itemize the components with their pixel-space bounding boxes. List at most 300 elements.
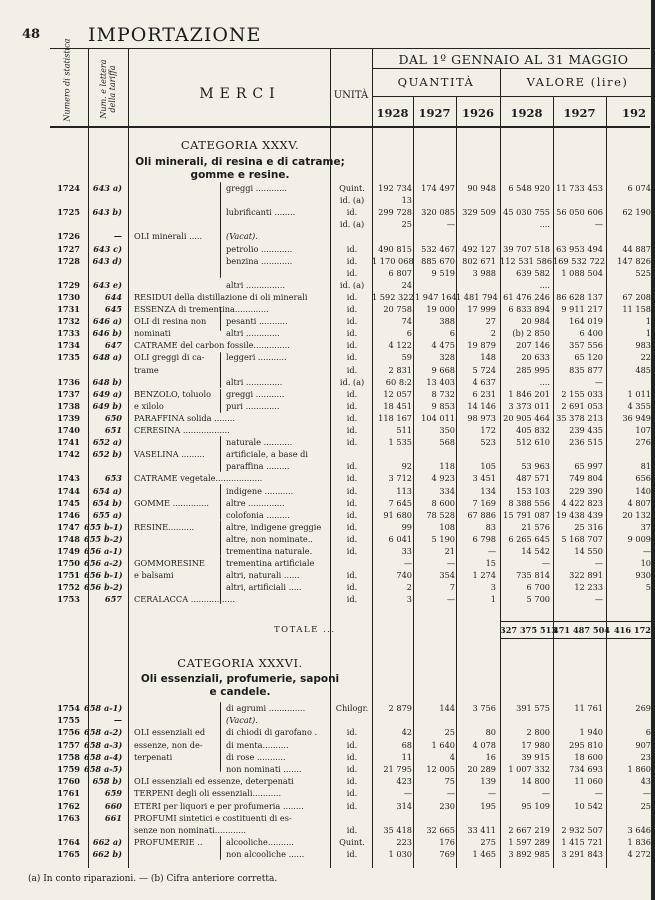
cell-v26: 25 [640,800,651,811]
cell-v26: 11 158 [622,304,651,314]
cell-q28: 7 645 [388,497,412,508]
cell-num: 1751 [57,570,80,581]
table-row [0,448,655,460]
cell-q26: 80 [485,727,496,738]
cell-q26: 20 289 [467,764,496,774]
total-rule [500,638,651,639]
cell-q28: 21 795 [383,764,412,774]
cell-num: 1725 [57,207,80,218]
cell-v27: 25 316 [574,521,603,532]
cell-tar: 643 e) [92,279,122,290]
table-row [0,460,655,472]
cell-grp: trame [134,364,159,375]
cell-v28: 6 548 920 [508,183,550,193]
table-row [0,812,655,824]
cell-v26: 36 949 [622,412,651,423]
cell-desc: altri ............. [226,328,280,339]
cell-num: 1732 [57,316,80,327]
cell-v27: 169 532 722 [553,255,606,266]
table-row [0,279,655,291]
cell-grp: CATRAME vegetale.................. [134,473,263,484]
cell-q27: — [446,594,455,605]
cell-q28: 314 [396,800,412,811]
cell-grp: GOMMORESINE [134,558,205,569]
cell-v26: 4 355 [627,400,651,411]
cell-q27: 320 085 [421,207,455,218]
cell-q26: 1 465 [472,849,496,860]
cell-desc: altri, artificiali ..... [226,582,302,593]
cell-q27: 230 [439,800,455,811]
cell-v27: 65 997 [574,461,603,472]
cell-q27: 144 [439,703,455,713]
cell-unit: Quint. [339,183,365,193]
cell-tar: 655 b-2) [84,533,123,544]
table-row [0,424,655,436]
cell-grp: OLI di resina non [134,316,207,327]
cell-tar: 654 b) [92,497,122,508]
cell-unit: id. [346,352,358,363]
cell-v28: 487 571 [516,473,550,484]
cell-q28: 2 879 [388,703,412,713]
cell-tar: 648 b) [92,376,122,387]
cell-q27: — [446,788,455,799]
cell-num: 1760 [57,776,80,787]
cell-tar: 652 a) [92,437,122,448]
cell-v26: 1 [645,316,651,327]
header-col-num: Numero di statistica [62,38,72,122]
cell-v27: 1 415 721 [561,837,603,848]
cell-unit: id. [346,497,358,508]
table-row [0,775,655,787]
cell-tar: 658 a-3) [84,739,123,750]
cell-num: 1733 [57,328,80,339]
cell-num: 1740 [57,425,80,435]
cell-q28: 18 451 [383,400,412,411]
table-row [0,726,655,738]
cell-v27: 5 168 707 [561,533,603,544]
header-unita: UNITÀ [333,90,369,101]
cell-q26: 523 [480,437,496,448]
cell-q27: 6 [449,328,455,339]
cell-num: 1759 [57,764,80,774]
cell-tar: 662 b) [92,849,122,860]
cell-v26: 44 887 [622,243,651,254]
cell-q28: 740 [396,570,412,581]
cell-desc: naturale ........... [226,437,293,448]
cell-q27: 334 [439,485,455,496]
cell-unit: id. [346,267,358,278]
cell-tar: 647 [104,340,122,351]
cell-q27: 108 [439,521,455,532]
cell-v27: 63 953 494 [556,243,603,254]
cell-grp: ETERI per liquori e per profumeria ........ [134,800,304,811]
cell-v27: 65 120 [574,352,603,363]
header-year: 1927 [563,106,596,120]
cell-q28: 1 170 068 [372,255,414,266]
cell-tar: 657 [104,594,122,605]
cell-tar: 644 [104,291,122,302]
cell-unit: id. [346,739,358,750]
cell-q26: 6 798 [472,533,496,544]
cell-v26: 269 [635,703,651,713]
cell-q28: 223 [396,837,412,848]
cell-q28: 3 [406,594,412,605]
cell-grp: senze non nominati............ [134,825,247,835]
cell-v27: 295 810 [569,739,603,750]
cell-grp: GOMME .............. [134,497,210,508]
page-title: IMPORTAZIONE [88,24,262,46]
cell-num: 1741 [57,437,80,448]
cell-desc: lubrificanti ........ [226,207,296,218]
cell-q26: 33 411 [467,825,496,835]
cell-v27: 86 628 137 [556,291,603,302]
cell-v27: 2 691 053 [561,400,603,411]
cell-q28: 68 [401,739,412,750]
cell-v26: 107 [635,425,651,435]
cell-v27: 749 804 [569,473,603,484]
total-row [0,624,655,636]
cell-grp: e balsami [134,570,174,581]
cell-v28: .... [539,219,550,230]
category-subtitle: gomme e resine. [190,169,290,181]
total-value-1927: 471 487 504 [553,625,610,635]
cell-v26: 983 [635,340,651,351]
cell-desc: altre, indigene greggie [226,521,322,532]
cell-desc: di chiodi di garofano . [226,727,318,738]
cell-q28: 92 [401,461,412,472]
cell-v28: 1 597 289 [508,837,550,848]
cell-v27: 229 390 [569,485,603,496]
cell-v28: .... [539,376,550,387]
cell-num: 1765 [57,849,80,860]
cell-desc: paraffina ......... [226,461,290,472]
cell-q27: 25 [444,727,455,738]
cell-num: 1756 [57,727,80,738]
cell-unit: id. [346,485,358,496]
cell-q26: 5 724 [472,364,496,375]
cell-q27: 4 [449,751,455,762]
cell-q26: 492 127 [462,243,496,254]
cell-q27: 4 475 [431,340,455,351]
cell-unit: id. [346,509,358,520]
total-label: TOTALE ... [274,625,336,635]
cell-q26: 148 [480,352,496,363]
cell-q26: 139 [480,776,496,787]
cell-tar: 646 b) [92,328,122,339]
cell-q28: 12 057 [383,388,412,399]
table-row [0,714,655,726]
cell-desc: (Vacat). [226,231,258,242]
table-row [0,206,655,218]
cell-tar: 650 [104,412,122,423]
cell-q27: — [446,219,455,230]
cell-v28: 6 700 [526,582,550,593]
cell-q26: 7 169 [472,497,496,508]
cell-num: 1764 [57,837,80,848]
cell-unit: id. [346,582,358,593]
cell-grp: e xilolo [134,400,164,411]
cell-tar: 643 d) [92,255,122,266]
cell-q27: 174 497 [421,183,455,193]
cell-q28: 59 [401,352,412,363]
cell-tar: 655 a) [92,509,122,520]
cell-num: 1724 [57,183,80,193]
cell-v26: 656 [635,473,651,484]
cell-q28: 1 535 [388,437,412,448]
cell-v28: 39 707 518 [503,243,550,254]
cell-q26: 83 [485,521,496,532]
cell-num: 1755 [57,715,80,726]
cell-unit: id. [346,425,358,435]
cell-v26: 37 [640,521,651,532]
table-row [0,739,655,751]
cell-tar: 660 [104,800,122,811]
cell-v26: 81 [640,461,651,472]
cell-v28: 285 995 [516,364,550,375]
cell-desc: pesanti ........... [226,316,288,327]
header-sub-rule [372,96,655,97]
cell-unit: id. [346,751,358,762]
cell-unit: id. [346,727,358,738]
cell-grp: RESIDUI della distillazione di oli minerali [134,291,308,302]
cell-v26: 1 860 [627,764,651,774]
cell-tar: 648 a) [92,352,122,363]
cell-v27: 236 515 [569,437,603,448]
cell-q27: 1 640 [431,739,455,750]
group-brace [220,702,221,772]
cell-grp: nominati [134,328,171,339]
cell-v26: 20 132 [622,509,651,520]
cell-q27: 19 000 [426,304,455,314]
cell-v27: 10 542 [574,800,603,811]
cell-tar: 658 a-4) [84,751,123,762]
header-year: 1928 [376,106,409,120]
table-row [0,763,655,775]
category-title: CATEGORIA XXXVI. [177,656,303,670]
cell-q28: 511 [396,425,412,435]
cell-v28: 512 610 [516,437,550,448]
cell-desc: di rose ........... [226,751,286,762]
cell-unit: id. [346,776,358,787]
cell-q28: 6 041 [388,533,412,544]
cell-v28: 95 109 [521,800,550,811]
cell-tar: 643 b) [92,207,122,218]
cell-tar: — [113,715,122,726]
cell-num: 1748 [57,533,80,544]
cell-v27: — [594,788,603,799]
cell-unit: id. [346,388,358,399]
cell-desc: altri ............... [226,279,285,290]
cell-num: 1750 [57,558,80,569]
cell-v28: 391 575 [516,703,550,713]
cell-grp: CERALACCA ................. [134,594,235,605]
cell-unit: id. [346,243,358,254]
cell-num: 1735 [57,352,80,363]
cell-num: 1736 [57,376,80,387]
cell-v26: 907 [635,739,651,750]
table-row [0,400,655,412]
cell-q28: 35 418 [383,825,412,835]
cell-tar: 662 a) [92,837,122,848]
cell-unit: id. [346,291,358,302]
cell-unit: id. (a) [339,376,365,387]
cell-v28: 2 800 [526,727,550,738]
cell-v26: 22 [640,352,651,363]
cell-tar: 656 a-1) [84,546,123,556]
cell-tar: 659 [104,788,122,799]
table-row [0,800,655,812]
group-brace [220,836,221,860]
cell-q28: 299 728 [378,207,412,218]
cell-num: 1737 [57,388,80,399]
table-row [0,436,655,448]
cell-num: 1763 [57,812,80,823]
cell-v28: 61 476 246 [503,291,550,302]
cell-q28: — [403,788,412,799]
cell-unit: Quint. [339,837,365,848]
cell-num: 1761 [57,788,80,799]
cell-desc: altre .............. [226,497,285,508]
cell-q28: 6 807 [388,267,412,278]
cell-num: 1757 [57,739,80,750]
cell-desc: colofonia ......... [226,509,290,520]
category-subtitle: Oli essenziali, profumerie, saponi [140,673,340,685]
cell-v28: .... [539,279,550,290]
cell-tar: 658 a-1) [84,703,123,713]
cell-q28: 2 [406,582,412,593]
cell-num: 1749 [57,546,80,556]
group-brace [220,484,221,520]
cell-v28: 53 963 [521,461,550,472]
cell-desc: leggeri ........... [226,352,287,363]
header-year: 1927 [418,106,451,120]
cell-q26: 90 948 [467,183,496,193]
cell-unit: id. [346,800,358,811]
cell-v27: 11 761 [574,703,603,713]
header-period: DAL 1º GENNAIO AL 31 MAGGIO [398,52,629,67]
cell-v26: 4 807 [627,497,651,508]
header-bottom-rule [50,126,650,128]
cell-unit: id. [346,207,358,218]
table-row [0,376,655,388]
header-year: 192 [622,106,647,120]
table-row [0,315,655,327]
cell-unit: id. [346,437,358,448]
table-row [0,509,655,521]
table-row [0,751,655,763]
cell-desc: trementina artificiale [226,558,315,569]
cell-v26: 6 074 [627,183,651,193]
cell-q28: 2 831 [388,364,412,375]
cell-desc: artificiale, a base di [226,449,309,460]
cell-tar: 658 b) [92,776,122,787]
cell-desc: altre, non nominate.. [226,533,313,544]
cell-v26: — [642,546,651,556]
cell-v26: — [642,788,651,799]
cell-grp: terpenati [134,751,173,762]
cell-desc: trementina naturale. [226,546,313,556]
cell-q28: — [403,558,412,569]
cell-q26: 3 988 [472,267,496,278]
cell-q26: 134 [480,485,496,496]
cell-desc: altri, naturali ...... [226,570,300,581]
cell-q28: 118 167 [378,412,412,423]
cell-q26: 16 [485,751,496,762]
cell-q27: 9 853 [431,400,455,411]
cell-q26: 17 999 [467,304,496,314]
cell-v28: 39 915 [521,751,550,762]
cell-unit: id. (a) [339,195,365,206]
cell-q26: 4 078 [472,739,496,750]
cell-q27: 176 [439,837,455,848]
cell-unit: id. [346,412,358,423]
cell-num: 1754 [57,703,80,713]
cell-q27: 9 668 [431,364,455,375]
table-row [0,485,655,497]
cell-v27: 4 422 823 [561,497,603,508]
cell-q28: 490 815 [378,243,412,254]
cell-v28: — [541,788,550,799]
cell-v26: 147 826 [617,255,651,266]
cell-v27: 11 060 [574,776,603,787]
cell-desc: benzina ............ [226,255,293,266]
cell-q26: 19 879 [467,340,496,351]
header-merci: MERCI [199,86,281,102]
cell-grp: CERESINA .................. [134,425,230,435]
cell-v28: 21 576 [521,521,550,532]
cell-desc: (Vacat). [226,715,258,726]
table-row [0,824,655,836]
cell-v28: 2 667 219 [508,825,550,835]
cell-v27: 2 932 507 [561,825,603,835]
table-row [0,545,655,557]
cell-tar: 649 a) [92,388,122,399]
cell-desc: petrolio ............ [226,243,293,254]
cell-tar: 643 a) [92,183,122,193]
cell-v26: 23 [640,751,651,762]
cell-v26: 930 [635,570,651,581]
cell-tar: 656 b-2) [84,582,123,593]
cell-num: 1758 [57,751,80,762]
header-quantita: QUANTITÀ [397,75,475,89]
cell-q28: 1 592 322 [372,291,414,302]
cell-v26: 4 272 [627,849,651,860]
cell-unit: id. [346,328,358,339]
cell-q27: 21 [444,546,455,556]
cell-desc: di agrumi .............. [226,703,306,713]
cell-v26: 62 190 [622,207,651,218]
group-brace [220,182,221,278]
cell-q28: 13 [401,195,412,206]
cell-tar: 646 a) [92,316,122,327]
cell-q27: 78 528 [426,509,455,520]
category-subtitle: Oli minerali, di resina e di catrame; [135,156,345,168]
cell-v28: 20 633 [521,352,550,363]
cell-unit: id. [346,594,358,605]
cell-q26: 98 973 [467,412,496,423]
cell-q28: 33 [401,546,412,556]
table-row [0,182,655,194]
header-mid-rule [372,68,655,69]
cell-num: 1762 [57,800,80,811]
cell-desc: indigene ........... [226,485,294,496]
cell-q27: 8 732 [431,388,455,399]
table-row [0,194,655,206]
cell-v26: 1 011 [627,388,651,399]
cell-unit: id. (a) [339,219,365,230]
cell-v28: 6 833 894 [508,304,550,314]
cell-unit: id. [346,316,358,327]
